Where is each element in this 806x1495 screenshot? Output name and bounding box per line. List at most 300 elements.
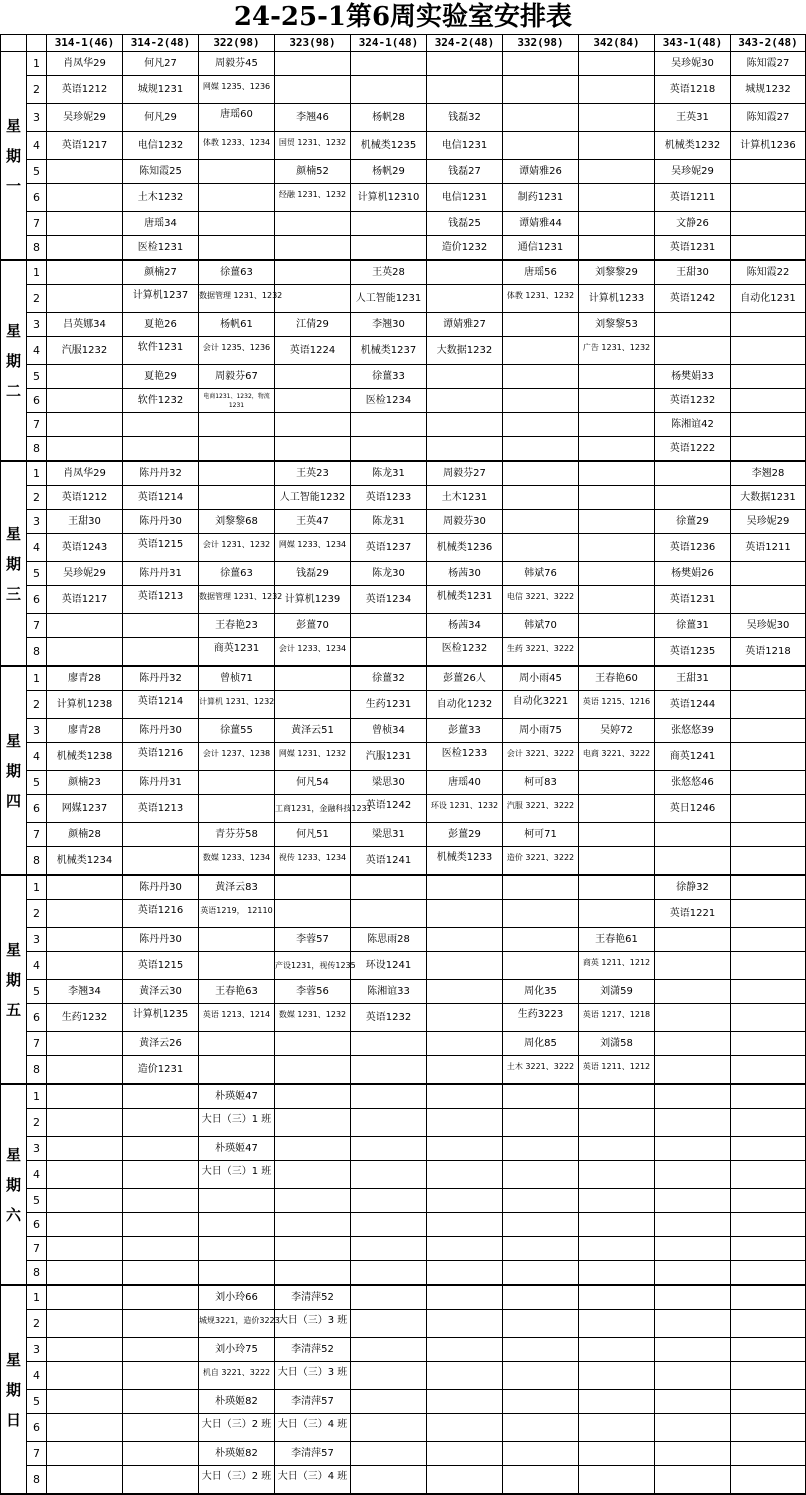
schedule-cell: 软件1232	[123, 389, 199, 413]
table-row	[1, 486, 806, 510]
schedule-cell: 英语1236	[655, 534, 731, 562]
table-row	[1, 1390, 806, 1414]
schedule-cell: 陈湘谊33	[351, 980, 427, 1004]
table-row	[1, 285, 806, 313]
header-room: 342(84)	[579, 35, 655, 52]
empty-cell	[579, 52, 655, 76]
schedule-cell: 体教 1233、1234	[199, 132, 275, 160]
schedule-cell: 曾桢71	[199, 666, 275, 691]
schedule-cell: 广告 1231、1232	[579, 337, 655, 365]
period-number: 7	[27, 823, 47, 847]
period-number: 5	[27, 365, 47, 389]
schedule-cell: 通信1231	[503, 236, 579, 261]
empty-cell	[199, 184, 275, 212]
empty-cell	[427, 875, 503, 900]
period-number: 3	[27, 1137, 47, 1161]
empty-cell	[503, 337, 579, 365]
schedule-cell: 何凡54	[275, 771, 351, 795]
table-row	[1, 1442, 806, 1466]
schedule-cell: 机械类1237	[351, 337, 427, 365]
empty-cell	[351, 1084, 427, 1109]
table-row	[1, 952, 806, 980]
empty-cell	[579, 212, 655, 236]
empty-cell	[731, 795, 806, 823]
schedule-cell: 计算机1235	[123, 1004, 199, 1032]
schedule-cell: 钱磊29	[275, 562, 351, 586]
table-row	[1, 437, 806, 462]
period-number: 3	[27, 1338, 47, 1362]
period-number: 2	[27, 1310, 47, 1338]
period-number: 7	[27, 1237, 47, 1261]
empty-cell	[427, 952, 503, 980]
table-row	[1, 1161, 806, 1189]
empty-cell	[579, 586, 655, 614]
schedule-cell: 工商1231，金融科技1231	[275, 795, 351, 823]
empty-cell	[123, 1084, 199, 1109]
empty-cell	[655, 1261, 731, 1286]
empty-cell	[655, 980, 731, 1004]
schedule-cell: 廖青28	[47, 719, 123, 743]
schedule-cell: 王英31	[655, 104, 731, 132]
schedule-cell: 会计 1231、1232	[199, 534, 275, 562]
empty-cell	[275, 76, 351, 104]
empty-cell	[47, 1161, 123, 1189]
empty-cell	[579, 1213, 655, 1237]
schedule-cell: 英语1242	[655, 285, 731, 313]
empty-cell	[503, 413, 579, 437]
schedule-cell: 英语1213	[123, 586, 199, 614]
empty-cell	[579, 1442, 655, 1466]
schedule-cell: 钱磊27	[427, 160, 503, 184]
empty-cell	[503, 1285, 579, 1310]
period-number: 7	[27, 1442, 47, 1466]
schedule-cell: 徐薑31	[655, 614, 731, 638]
empty-cell	[655, 928, 731, 952]
schedule-cell: 李清萍52	[275, 1338, 351, 1362]
schedule-cell: 英语1214	[123, 486, 199, 510]
schedule-cell: 电商 3221、3222	[579, 743, 655, 771]
empty-cell	[275, 900, 351, 928]
empty-cell	[731, 980, 806, 1004]
schedule-cell: 李翘30	[351, 313, 427, 337]
schedule-cell: 刘潇58	[579, 1032, 655, 1056]
schedule-cell: 汽服1231	[351, 743, 427, 771]
header-room: 324-1(48)	[351, 35, 427, 52]
empty-cell	[503, 1137, 579, 1161]
empty-cell	[655, 823, 731, 847]
empty-cell	[47, 1056, 123, 1085]
table-row	[1, 795, 806, 823]
empty-cell	[579, 1310, 655, 1338]
schedule-cell: 大日（三）3 班	[275, 1310, 351, 1338]
empty-cell	[503, 1466, 579, 1495]
empty-cell	[503, 1338, 579, 1362]
empty-cell	[731, 160, 806, 184]
table-row	[1, 691, 806, 719]
empty-cell	[731, 666, 806, 691]
schedule-cell: 环设 1231、1232	[427, 795, 503, 823]
schedule-cell: 徐薑32	[351, 666, 427, 691]
period-number: 7	[27, 212, 47, 236]
schedule-cell: 王英23	[275, 461, 351, 486]
schedule-cell: 颜楠27	[123, 260, 199, 285]
empty-cell	[427, 1466, 503, 1495]
schedule-cell: 网媒 1235、1236	[199, 76, 275, 104]
schedule-cell: 张悠悠39	[655, 719, 731, 743]
schedule-cell: 英语1235	[655, 638, 731, 667]
empty-cell	[351, 76, 427, 104]
empty-cell	[123, 1310, 199, 1338]
period-number: 4	[27, 1362, 47, 1390]
schedule-cell: 吴珍妮29	[655, 160, 731, 184]
schedule-cell: 谭婧雅44	[503, 212, 579, 236]
empty-cell	[731, 1390, 806, 1414]
empty-cell	[655, 1084, 731, 1109]
page-title: 24-25-1第6周实验室安排表	[233, 2, 573, 32]
schedule-cell: 机自 3221、3222	[199, 1362, 275, 1390]
schedule-cell: 会计 3221、3222	[503, 743, 579, 771]
table-row	[1, 1004, 806, 1032]
schedule-cell: 李蓉56	[275, 980, 351, 1004]
schedule-cell: 英语 1215、1216	[579, 691, 655, 719]
table-row	[1, 823, 806, 847]
empty-cell	[427, 928, 503, 952]
day-label: 星 期 一	[1, 52, 27, 261]
schedule-cell: 城规1232	[731, 76, 806, 104]
schedule-cell: 英语1216	[123, 900, 199, 928]
schedule-cell: 王甜30	[655, 260, 731, 285]
schedule-cell: 自动化1232	[427, 691, 503, 719]
table-row	[1, 900, 806, 928]
empty-cell	[427, 900, 503, 928]
schedule-cell: 生药1232	[47, 1004, 123, 1032]
empty-cell	[579, 486, 655, 510]
period-number: 2	[27, 691, 47, 719]
empty-cell	[199, 952, 275, 980]
empty-cell	[199, 1056, 275, 1085]
period-number: 2	[27, 76, 47, 104]
empty-cell	[503, 952, 579, 980]
empty-cell	[503, 1390, 579, 1414]
table-row	[1, 1084, 806, 1109]
empty-cell	[351, 1189, 427, 1213]
empty-cell	[731, 1285, 806, 1310]
schedule-cell: 黄泽云51	[275, 719, 351, 743]
empty-cell	[199, 236, 275, 261]
empty-cell	[47, 1310, 123, 1338]
empty-cell	[579, 1161, 655, 1189]
schedule-cell: 英语1222	[655, 437, 731, 462]
schedule-cell: 英语1231	[655, 586, 731, 614]
empty-cell	[731, 212, 806, 236]
empty-cell	[123, 1109, 199, 1137]
schedule-cell: 英语1234	[351, 586, 427, 614]
schedule-cell: 医检1234	[351, 389, 427, 413]
empty-cell	[351, 1390, 427, 1414]
empty-cell	[579, 413, 655, 437]
period-number: 7	[27, 413, 47, 437]
schedule-cell: 周毅芬27	[427, 461, 503, 486]
schedule-cell: 肖凤华29	[47, 461, 123, 486]
table-row	[1, 1261, 806, 1286]
schedule-cell: 大日（三）2 班	[199, 1414, 275, 1442]
empty-cell	[579, 900, 655, 928]
schedule-cell: 黄泽云26	[123, 1032, 199, 1056]
empty-cell	[123, 437, 199, 462]
empty-cell	[731, 1032, 806, 1056]
empty-cell	[655, 1338, 731, 1362]
table-row	[1, 928, 806, 952]
empty-cell	[731, 236, 806, 261]
schedule-cell: 英语1219， 12110	[199, 900, 275, 928]
schedule-cell: 机械类1236	[427, 534, 503, 562]
schedule-cell: 机械类1238	[47, 743, 123, 771]
empty-cell	[351, 1161, 427, 1189]
empty-cell	[579, 1338, 655, 1362]
schedule-cell: 生药1231	[351, 691, 427, 719]
empty-cell	[731, 184, 806, 212]
schedule-cell: 周毅芬67	[199, 365, 275, 389]
table-row	[1, 365, 806, 389]
schedule-cell: 电信 3221、3222	[503, 586, 579, 614]
empty-cell	[275, 1032, 351, 1056]
empty-cell	[199, 771, 275, 795]
empty-cell	[123, 847, 199, 876]
empty-cell	[47, 236, 123, 261]
schedule-cell: 计算机 1231、1232	[199, 691, 275, 719]
empty-cell	[427, 1213, 503, 1237]
empty-cell	[655, 1362, 731, 1390]
empty-cell	[731, 847, 806, 876]
empty-cell	[427, 413, 503, 437]
table-row	[1, 1362, 806, 1390]
empty-cell	[579, 1285, 655, 1310]
schedule-cell: 电商1231、1232，物流1231	[199, 389, 275, 413]
empty-cell	[199, 795, 275, 823]
schedule-cell: 视传 1233、1234	[275, 847, 351, 876]
empty-cell	[47, 900, 123, 928]
period-number: 6	[27, 389, 47, 413]
schedule-cell: 城规1231	[123, 76, 199, 104]
schedule-cell: 柯可71	[503, 823, 579, 847]
empty-cell	[655, 1414, 731, 1442]
empty-cell	[199, 1237, 275, 1261]
empty-cell	[199, 486, 275, 510]
schedule-cell: 廖青28	[47, 666, 123, 691]
schedule-cell: 何凡51	[275, 823, 351, 847]
empty-cell	[579, 236, 655, 261]
schedule-cell: 生药3223	[503, 1004, 579, 1032]
empty-cell	[503, 437, 579, 462]
empty-cell	[731, 1213, 806, 1237]
empty-cell	[655, 1310, 731, 1338]
schedule-cell: 英语1217	[47, 132, 123, 160]
empty-cell	[123, 1414, 199, 1442]
empty-cell	[731, 1084, 806, 1109]
empty-cell	[655, 1466, 731, 1495]
period-number: 1	[27, 1084, 47, 1109]
empty-cell	[199, 413, 275, 437]
table-row	[1, 1237, 806, 1261]
schedule-cell: 王英28	[351, 260, 427, 285]
schedule-cell: 英语 1217、1218	[579, 1004, 655, 1032]
schedule-cell: 汽服 3221、3222	[503, 795, 579, 823]
schedule-cell: 吴珍妮29	[47, 562, 123, 586]
schedule-cell: 生药 3221、3222	[503, 638, 579, 667]
period-number: 1	[27, 52, 47, 76]
schedule-cell: 彭薑33	[427, 719, 503, 743]
schedule-cell: 杨樊娟33	[655, 365, 731, 389]
empty-cell	[731, 1189, 806, 1213]
empty-cell	[731, 952, 806, 980]
empty-cell	[427, 389, 503, 413]
schedule-cell: 商英1241	[655, 743, 731, 771]
period-number: 1	[27, 1285, 47, 1310]
empty-cell	[579, 1362, 655, 1390]
schedule-cell: 电信1231	[427, 184, 503, 212]
period-number: 5	[27, 980, 47, 1004]
period-number: 3	[27, 104, 47, 132]
empty-cell	[579, 184, 655, 212]
empty-cell	[351, 1109, 427, 1137]
period-number: 6	[27, 586, 47, 614]
schedule-cell: 李清萍52	[275, 1285, 351, 1310]
empty-cell	[655, 1056, 731, 1085]
empty-cell	[47, 1362, 123, 1390]
period-number: 6	[27, 184, 47, 212]
schedule-cell: 英语1218	[731, 638, 806, 667]
schedule-cell: 产设1231，视传1235	[275, 952, 351, 980]
schedule-cell: 徐薑63	[199, 562, 275, 586]
period-number: 8	[27, 638, 47, 667]
schedule-cell: 国贸 1231、1232	[275, 132, 351, 160]
table-row	[1, 236, 806, 261]
schedule-cell: 计算机12310	[351, 184, 427, 212]
schedule-cell: 周毅芬30	[427, 510, 503, 534]
table-row	[1, 586, 806, 614]
empty-cell	[275, 1213, 351, 1237]
empty-cell	[579, 76, 655, 104]
table-row	[1, 614, 806, 638]
empty-cell	[579, 1261, 655, 1286]
empty-cell	[731, 313, 806, 337]
period-number: 6	[27, 795, 47, 823]
empty-cell	[731, 1310, 806, 1338]
empty-cell	[731, 337, 806, 365]
period-number: 7	[27, 614, 47, 638]
schedule-cell: 数据管理 1231、1232	[199, 586, 275, 614]
empty-cell	[275, 52, 351, 76]
day-label: 星 期 二	[1, 260, 27, 461]
table-row	[1, 847, 806, 876]
schedule-cell: 李翘28	[731, 461, 806, 486]
empty-cell	[47, 285, 123, 313]
schedule-cell: 商英 1211、1212	[579, 952, 655, 980]
empty-cell	[503, 1109, 579, 1137]
empty-cell	[427, 437, 503, 462]
schedule-cell: 李清萍57	[275, 1442, 351, 1466]
schedule-cell: 英语1241	[351, 847, 427, 876]
schedule-cell: 计算机1237	[123, 285, 199, 313]
empty-cell	[579, 389, 655, 413]
header-room: 314-2(48)	[123, 35, 199, 52]
empty-cell	[427, 365, 503, 389]
table-row	[1, 1338, 806, 1362]
schedule-cell: 大日（三）4 班	[275, 1414, 351, 1442]
empty-cell	[731, 437, 806, 462]
empty-cell	[275, 212, 351, 236]
empty-cell	[123, 1237, 199, 1261]
table-row	[1, 1032, 806, 1056]
empty-cell	[275, 1237, 351, 1261]
period-number: 6	[27, 1004, 47, 1032]
schedule-cell: 吴珍妮29	[731, 510, 806, 534]
table-row	[1, 1285, 806, 1310]
schedule-cell: 钱磊32	[427, 104, 503, 132]
empty-cell	[731, 1261, 806, 1286]
table-row	[1, 771, 806, 795]
day-label: 星 期 四	[1, 666, 27, 875]
empty-cell	[199, 1189, 275, 1213]
schedule-cell: 朴瑛姬47	[199, 1137, 275, 1161]
empty-cell	[47, 1338, 123, 1362]
schedule-cell: 钱磊25	[427, 212, 503, 236]
empty-cell	[655, 847, 731, 876]
empty-cell	[579, 1414, 655, 1442]
period-number: 8	[27, 437, 47, 462]
empty-cell	[351, 1414, 427, 1442]
empty-cell	[47, 952, 123, 980]
schedule-cell: 杨茜30	[427, 562, 503, 586]
table-row	[1, 1213, 806, 1237]
table-row	[1, 104, 806, 132]
empty-cell	[731, 1056, 806, 1085]
period-number: 4	[27, 952, 47, 980]
period-number: 3	[27, 719, 47, 743]
schedule-cell: 数据管理 1231、1232	[199, 285, 275, 313]
table-row	[1, 719, 806, 743]
empty-cell	[503, 1084, 579, 1109]
schedule-cell: 陈丹丹32	[123, 666, 199, 691]
empty-cell	[47, 1032, 123, 1056]
empty-cell	[427, 1338, 503, 1362]
schedule-cell: 何凡29	[123, 104, 199, 132]
schedule-cell: 周小雨45	[503, 666, 579, 691]
empty-cell	[503, 132, 579, 160]
empty-cell	[351, 1310, 427, 1338]
empty-cell	[275, 1109, 351, 1137]
schedule-cell: 网媒1237	[47, 795, 123, 823]
empty-cell	[655, 486, 731, 510]
empty-cell	[731, 875, 806, 900]
schedule-cell: 汽服1232	[47, 337, 123, 365]
empty-cell	[655, 1213, 731, 1237]
schedule-cell: 造价1232	[427, 236, 503, 261]
period-number: 5	[27, 1189, 47, 1213]
empty-cell	[655, 1004, 731, 1032]
schedule-cell: 唐瑶40	[427, 771, 503, 795]
period-number: 1	[27, 461, 47, 486]
empty-cell	[427, 1032, 503, 1056]
schedule-cell: 英语1232	[655, 389, 731, 413]
empty-cell	[47, 365, 123, 389]
empty-cell	[427, 1004, 503, 1032]
empty-cell	[503, 389, 579, 413]
empty-cell	[47, 1189, 123, 1213]
empty-cell	[731, 1362, 806, 1390]
day-label: 星 期 五	[1, 875, 27, 1084]
empty-cell	[731, 1414, 806, 1442]
